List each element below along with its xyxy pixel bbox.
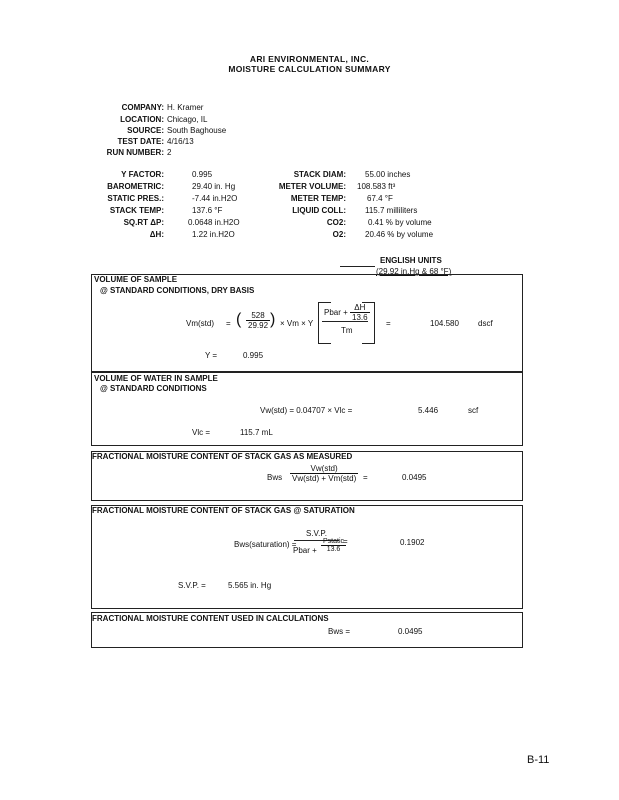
bws-sat-lhs: Bws(saturation) = — [234, 540, 297, 549]
vmstd-result: 104.580 — [430, 319, 459, 328]
co2-value: 0.41 % by volume — [368, 218, 432, 227]
svp-label: S.V.P. = — [178, 581, 206, 590]
stack-diam-label: STACK DIAM: — [293, 170, 346, 179]
vwstd-unit: scf — [468, 406, 479, 415]
delta-h-label: ΔH: — [149, 230, 164, 239]
bws-lhs: Bws — [267, 473, 283, 482]
barometric-value: 29.40 in. Hg — [192, 182, 236, 191]
o2-value: 20.46 % by volume — [365, 230, 434, 239]
svp-value: 5.565 in. Hg — [228, 581, 272, 590]
document-title: MOISTURE CALCULATION SUMMARY — [228, 64, 391, 74]
y-factor-label: Y FACTOR: — [121, 170, 164, 179]
delta-h-value: 1.22 in.H2O — [192, 230, 235, 239]
open-paren: ( — [236, 311, 242, 328]
bws-used-result: 0.0495 — [398, 627, 423, 636]
section4-title: FRACTIONAL MOISTURE CONTENT OF STACK GAS @ SATURATION — [92, 506, 355, 515]
vwstd-result: 5.446 — [418, 406, 439, 415]
units-conditions: (29.92 in.Hg & 68 °F) — [376, 267, 452, 276]
vwstd-equation: Vw(std) = 0.04707 × Vlc = — [260, 406, 353, 415]
units-title: ENGLISH UNITS — [380, 256, 442, 265]
run-number-value: 2 — [167, 148, 172, 157]
source-label: SOURCE: — [127, 126, 164, 135]
run-number-label: RUN NUMBER: — [106, 148, 164, 157]
meter-temp-value: 67.4 °F — [367, 194, 393, 203]
company-value: H. Kramer — [167, 103, 204, 112]
location-value: Chicago, IL — [167, 115, 208, 124]
section1-title: VOLUME OF SAMPLE — [94, 275, 178, 284]
section3-title: FRACTIONAL MOISTURE CONTENT OF STACK GAS AS MEASURED — [92, 452, 353, 461]
test-date-value: 4/16/13 — [167, 137, 194, 146]
dh-frac: $\frac{\Delta H}{13.6}$ — [352, 303, 368, 322]
sat-den-frac: $\frac{\text{Pstatic}}{13.6}$ — [323, 538, 345, 553]
moisture-saturation-section — [91, 505, 523, 609]
frac-528-2992: $\frac{528}{29.92}$ — [248, 311, 269, 330]
meter-volume-value: 108.583 ft³ — [357, 182, 396, 191]
stack-temp-value: 137.6 °F — [192, 206, 223, 215]
page-number: B-11 — [527, 754, 550, 766]
vlc-label: Vlc = — [192, 428, 211, 437]
meter-volume-label: METER VOLUME: — [278, 182, 346, 191]
sqrt-dp-value: 0.0648 in.H2O — [188, 218, 240, 227]
section2-title: VOLUME OF WATER IN SAMPLE — [94, 374, 218, 383]
co2-label: CO2: — [326, 218, 346, 227]
company-title: ARI ENVIRONMENTAL, INC. — [249, 54, 370, 64]
location-label: LOCATION: — [120, 115, 164, 124]
liquid-coll-label: LIQUID COLL: — [292, 206, 346, 215]
bws-measured-result: 0.0495 — [402, 473, 427, 482]
y-value-eq: 0.995 — [243, 351, 264, 360]
right-bracket — [362, 302, 375, 344]
meter-temp-label: METER TEMP: — [290, 194, 346, 203]
source-value: South Baghouse — [167, 126, 227, 135]
y-factor-value: 0.995 — [192, 170, 213, 179]
bws-used-lhs: Bws = — [328, 627, 351, 636]
static-pres-label: STATIC PRES.: — [107, 194, 164, 203]
svp-numerator: S.V.P. — [306, 529, 327, 538]
barometric-label: BAROMETRIC: — [107, 182, 164, 191]
sat-den-pbar: Pbar + — [293, 546, 317, 555]
o2-label: O2: — [332, 230, 346, 239]
pbar-term: Pbar + — [324, 308, 348, 317]
static-pres-value: -7.44 in.H2O — [192, 194, 238, 203]
vmstd-unit: dscf — [478, 319, 493, 328]
liquid-coll-value: 115.7 milliliters — [365, 206, 418, 215]
bws-sat-result: 0.1902 — [400, 538, 425, 547]
stack-diam-value: 55.00 inches — [365, 170, 411, 179]
y-label-eq: Y = — [205, 351, 218, 360]
section5-title: FRACTIONAL MOISTURE CONTENT USED IN CALCULATIONS — [92, 614, 329, 623]
units-rule — [340, 266, 375, 267]
vmstd-lhs: Vm(std) — [186, 319, 214, 328]
section1-subtitle: @ STANDARD CONDITIONS, DRY BASIS — [100, 286, 255, 295]
stack-temp-label: STACK TEMP: — [109, 206, 164, 215]
section2-subtitle: @ STANDARD CONDITIONS — [100, 384, 207, 393]
vlc-value: 115.7 mL — [240, 428, 273, 437]
test-date-label: TEST DATE: — [117, 137, 164, 146]
sqrt-dp-label: SQ.RT ΔP: — [123, 218, 164, 227]
times-vm: × Vm × Y — [280, 319, 314, 328]
tm-denom: Tm — [341, 326, 353, 335]
bws-fraction: $\frac{\text{Vw(std)}}{\text{Vw(std) + Vm(std)}}$ — [292, 464, 357, 483]
company-label: COMPANY: — [121, 103, 164, 112]
